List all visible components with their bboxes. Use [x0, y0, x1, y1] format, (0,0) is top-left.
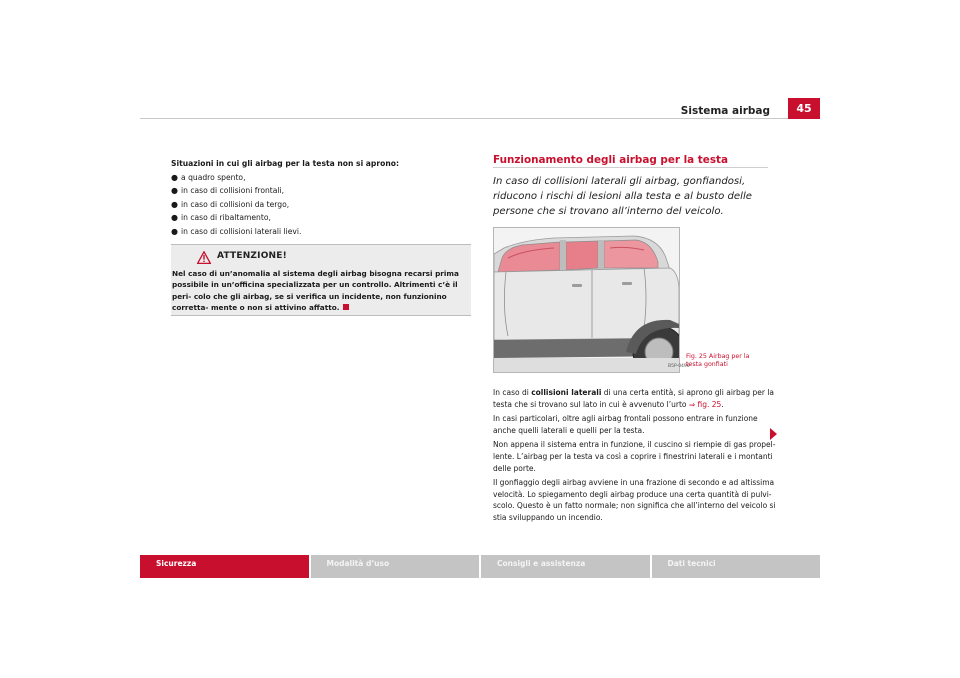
heading-rule — [493, 167, 768, 168]
list-item — [171, 184, 471, 198]
list-item — [171, 198, 471, 212]
paragraph-text: In caso di — [493, 388, 532, 397]
car-illustration — [494, 228, 679, 372]
paragraph: Non appena il sistema entra in funzione, il cuscino si riempie di gas propel- lente. L’airbag per la testa va così a coprire i finestrini laterali e i montanti delle porte. — [493, 440, 776, 473]
list-item — [171, 211, 471, 225]
list-item-text: in caso di ribaltamento, — [181, 213, 271, 223]
paragraph: In casi particolari, oltre agli airbag frontali possono entrare in funzione anche quelli laterali e quelli per la testa. — [493, 414, 758, 435]
list-item-text: in caso di collisioni frontali, — [181, 186, 285, 196]
page-number: 45 — [788, 98, 820, 119]
section-heading: Funzionamento degli airbag per la testa — [493, 154, 728, 166]
intro-text: Situazioni in cui gli airbag per la testa non si aprono: — [171, 159, 399, 168]
tab-modalita-duso[interactable]: Modalità d’uso — [311, 555, 480, 578]
situations-list — [171, 171, 471, 239]
figure-reference-link[interactable]: ⇒ fig. 25 — [688, 399, 722, 409]
warning-text-body: Nel caso di un’anomalia al sistema degli airbag bisogna recarsi prima possibile in un’officina specializzata per un controllo. Altrimenti c’è il peri- colo che gli airbag, se si verifica un incidente, non funzionino corretta- mente o non si attivino affatto. — [172, 269, 459, 313]
list-item — [171, 171, 471, 185]
list-item-text: a quadro spento, — [181, 172, 246, 182]
figure-code: B5P-0496 — [668, 364, 690, 369]
body-text — [493, 387, 778, 527]
figure-car-airbag — [493, 227, 680, 373]
list-item — [171, 225, 471, 239]
end-of-section-icon — [343, 304, 349, 310]
footer-nav — [140, 555, 820, 578]
header-rule — [140, 118, 820, 119]
warning-triangle-icon — [197, 251, 211, 264]
bullet-icon: ● — [171, 213, 178, 223]
tab-sicurezza[interactable]: Sicurezza — [140, 555, 309, 578]
warning-title: ATTENZIONE! — [217, 251, 287, 261]
emphasis-text: collisioni laterali — [531, 388, 602, 397]
tab-dati-tecnici[interactable]: Dati tecnici — [652, 555, 821, 578]
left-column — [171, 157, 471, 239]
lead-paragraph: In caso di collisioni laterali gli airbag, gonfiandosi, riducono i rischi di lesioni alla testa e al busto delle persone che si trovano all’interno del veicolo. — [493, 176, 752, 217]
warning-box — [171, 244, 471, 316]
bullet-icon: ● — [171, 226, 178, 236]
paragraph: Il gonfiaggio degli airbag avviene in una frazione di secondo e ad altissima velocità. Lo spiegamento degli airbag produce una certa quantità di pulvi- scolo. Questo è un fatto normale; non significa che all’interno del veicolo si stia sviluppando un incendio. — [493, 478, 776, 522]
figure-caption: Fig. 25 Airbag per la testa gonfiati — [686, 353, 750, 368]
section-title: Sistema airbag — [680, 105, 770, 117]
paragraph — [493, 387, 778, 410]
next-page-arrow-icon[interactable] — [770, 428, 777, 440]
warning-text — [172, 268, 470, 314]
bullet-icon: ● — [171, 199, 178, 209]
tab-consigli-assistenza[interactable]: Consigli e assistenza — [481, 555, 650, 578]
list-item-text: in caso di collisioni laterali lievi. — [181, 226, 302, 236]
bullet-icon: ● — [171, 186, 178, 196]
list-item-text: in caso di collisioni da tergo, — [181, 199, 290, 209]
paragraph-text: di una certa entità, si aprono gli airbag per la testa che si trovano sul lato in cui è avvenuto l’urto — [493, 388, 775, 409]
bullet-icon: ● — [171, 172, 178, 182]
paragraph-text: . — [721, 399, 724, 409]
